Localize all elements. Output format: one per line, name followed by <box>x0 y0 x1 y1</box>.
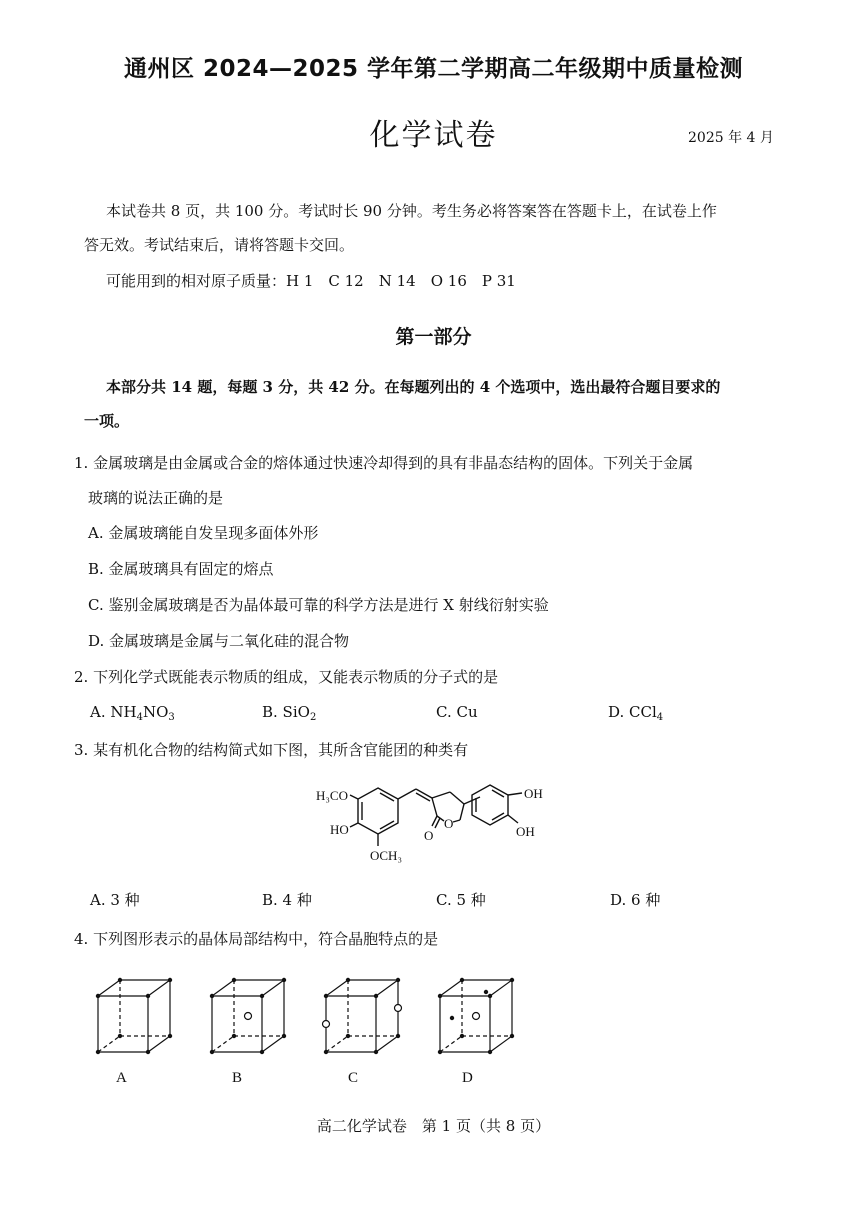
cell-diagram-c <box>323 978 402 1054</box>
struct-label-oh-1: OH <box>524 786 543 801</box>
q3-option-a: A. 3 种 <box>90 891 140 909</box>
cell-label-c: C <box>348 1070 359 1086</box>
cell-label-a: A <box>116 1070 127 1086</box>
page-footer: 高二化学试卷 第 1 页（共 8 页） <box>316 1117 551 1135</box>
q1-option-b: B. 金属玻璃具有固定的熔点 <box>88 560 274 578</box>
q1-option-d: D. 金属玻璃是金属与二氧化硅的混合物 <box>88 632 350 650</box>
section-instructions-1: 本部分共 14 题，每题 3 分，共 42 分。在每题列出的 4 个选项中，选出最符合题目要求的 <box>106 378 721 396</box>
intro-line-1: 本试卷共 8 页，共 100 分。考试时长 90 分钟。考生务必将答案答在答题卡上，在试卷上作 <box>106 202 717 220</box>
q3-option-d: D. 6 种 <box>610 891 661 909</box>
q4-stem: 4. 下列图形表示的晶体局部结构中，符合晶胞特点的是 <box>74 930 439 948</box>
struct-label-och3: OCH₃ <box>370 848 402 863</box>
section-heading: 第一部分 <box>395 326 472 348</box>
exam-title: 通州区 2024—2025 学年第二学期高二年级期中质量检测 <box>123 56 744 82</box>
struct-label-ring-o: O <box>444 816 454 831</box>
cell-diagram-b <box>210 978 286 1054</box>
cell-diagram-d <box>438 978 514 1054</box>
section-instructions-2: 一项。 <box>84 412 130 430</box>
q4-cell-diagrams <box>86 970 536 1090</box>
q3-structure-diagram <box>310 776 570 872</box>
q2-option-a: A. $NH_4NO_3$ <box>90 703 175 723</box>
struct-label-carbonyl-o: O <box>424 828 434 843</box>
struct-label-ho: HO <box>330 822 349 837</box>
exam-date: 2025 年 4 月 <box>688 130 774 146</box>
atomic-masses: 可能用到的相对原子质量：H 1 C 12 N 14 O 16 P 31 <box>106 272 516 290</box>
q1-option-c: C. 鉴别金属玻璃是否为晶体最可靠的科学方法是进行 X 射线衍射实验 <box>88 596 549 614</box>
q2-option-d: D. CCl$_4$ <box>608 703 664 723</box>
q3-option-b: B. 4 种 <box>262 891 312 909</box>
cell-label-b: B <box>232 1070 243 1086</box>
q3-option-c: C. 5 种 <box>436 891 486 909</box>
q2-stem: 2. 下列化学式既能表示物质的组成，又能表示物质的分子式的是 <box>74 668 499 686</box>
q1-stem-1: 1. 金属玻璃是由金属或合金的熔体通过快速冷却得到的具有非晶态结构的固体。下列关于金属 <box>74 454 694 472</box>
q2-option-b: B. SiO$_2$ <box>262 703 317 723</box>
q1-option-a: A. 金属玻璃能自发呈现多面体外形 <box>88 524 319 542</box>
cell-label-d: D <box>462 1070 473 1086</box>
struct-label-oh-2: OH <box>516 824 535 839</box>
q2-option-c: C. Cu <box>436 703 478 721</box>
exam-subtitle: 化学试卷 <box>369 118 498 153</box>
q3-stem: 3. 某有机化合物的结构简式如下图，其所含官能团的种类有 <box>74 741 469 759</box>
cell-diagram-a <box>96 978 172 1054</box>
struct-label-h3co: H₃CO <box>316 788 348 803</box>
q1-stem-2: 玻璃的说法正确的是 <box>88 489 224 507</box>
intro-line-2: 答无效。考试结束后，请将答题卡交回。 <box>84 236 355 254</box>
